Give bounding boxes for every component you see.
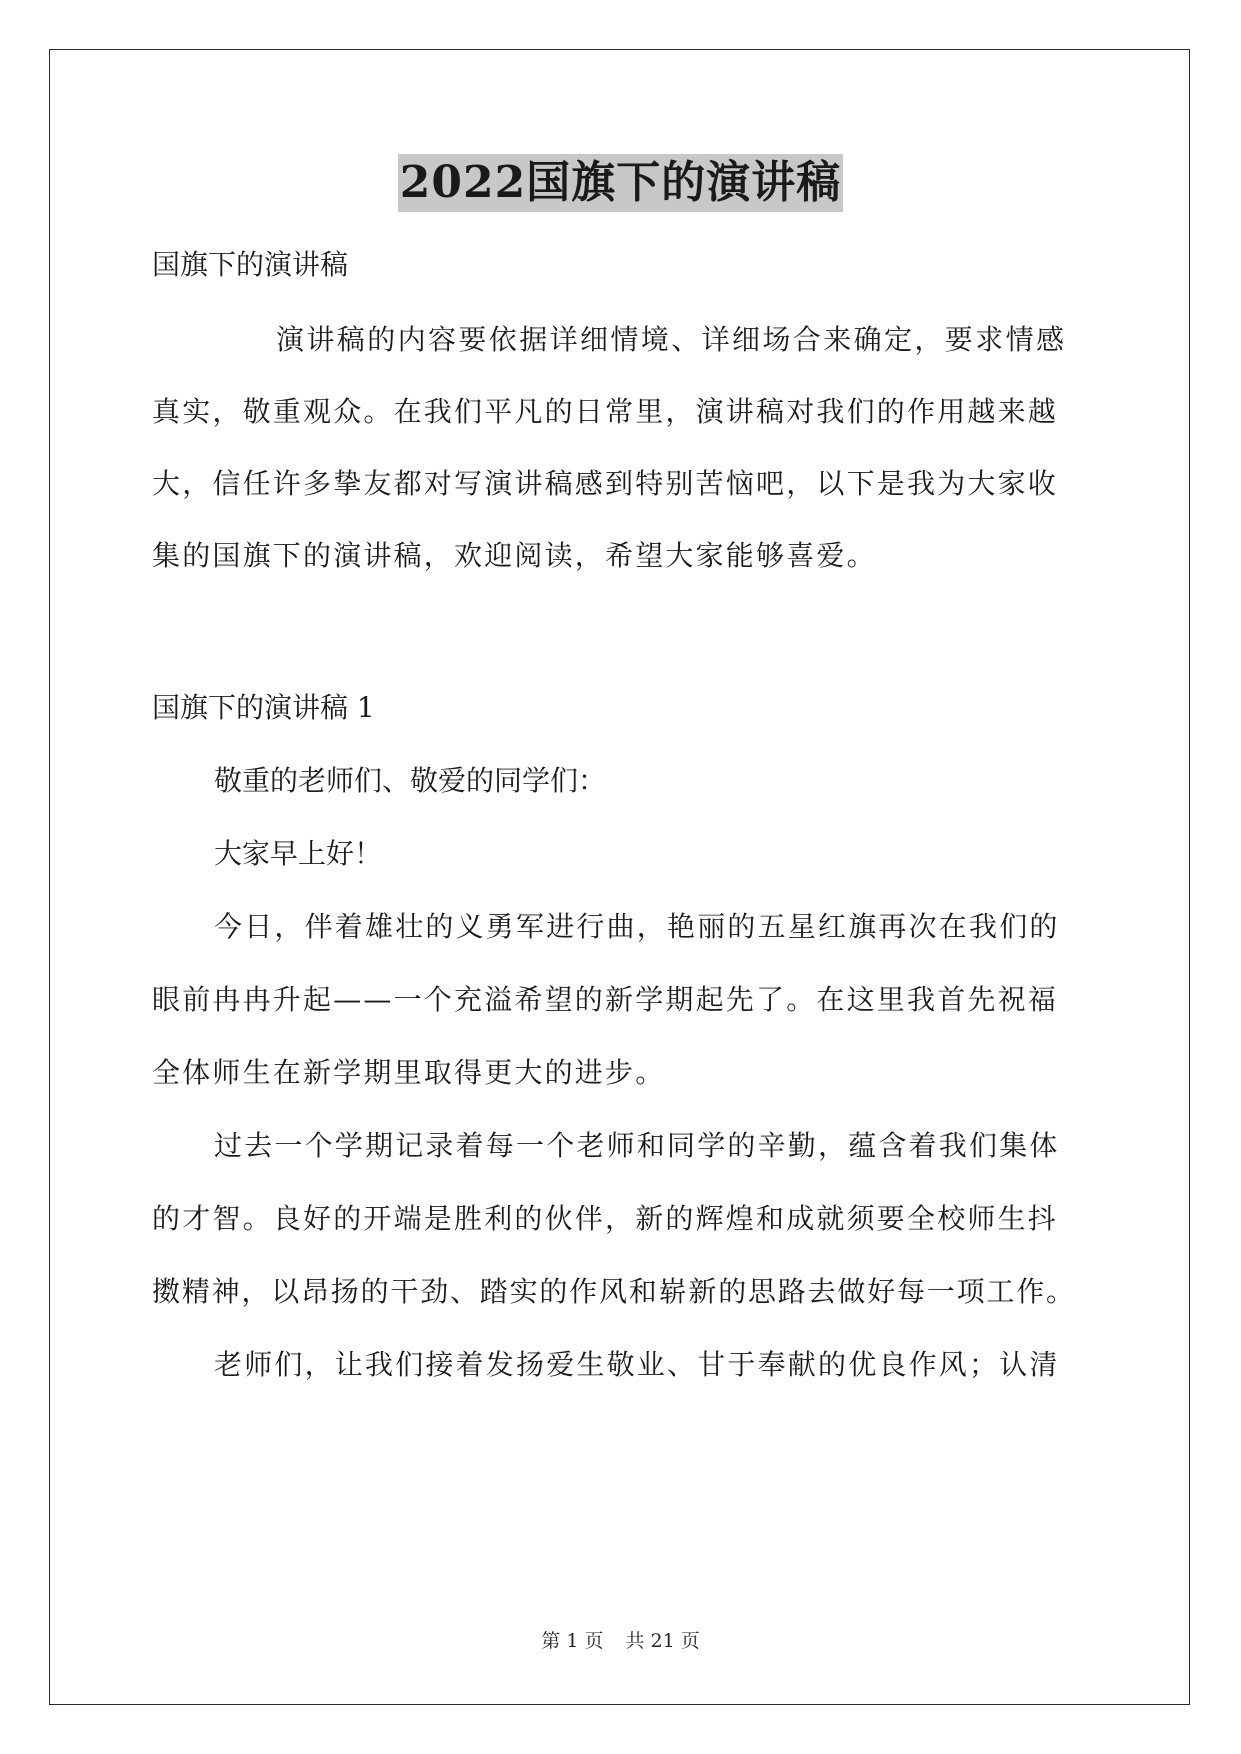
total-pages: 共 21 页 (625, 1630, 700, 1652)
body-line-6: 擞精神，以昂扬的干劲、踏实的作风和崭新的思路去做好每一项工作。 (152, 1275, 1076, 1308)
page-footer (0, 1626, 1241, 1653)
intro-line-2: 真实，敬重观众。在我们平凡的日常里，演讲稿对我们的作用越来越 (152, 395, 1059, 428)
body-line-4: 过去一个学期记录着每一个老师和同学的辛勤，蕴含着我们集体 (214, 1129, 1060, 1162)
body-line-3: 全体师生在新学期里取得更大的进步。 (152, 1056, 666, 1089)
intro-line-1: 演讲稿的内容要依据详细情境、详细场合来确定，要求情感 (276, 323, 1067, 356)
body-line-7: 老师们，让我们接着发扬爱生敬业、甘于奉献的优良作风；认清 (214, 1348, 1060, 1381)
subtitle-line: 国旗下的演讲稿 (152, 248, 349, 281)
section-heading: 国旗下的演讲稿 1 (152, 691, 375, 724)
document-title-text: 2022国旗下的演讲稿 (398, 154, 843, 212)
page-number: 第 1 页 (541, 1630, 604, 1652)
body-line-5: 的才智。良好的开端是胜利的伙伴，新的辉煌和成就须要全校师生抖 (152, 1202, 1059, 1235)
body-line-1: 今日，伴着雄壮的义勇军进行曲，艳丽的五星红旗再次在我们的 (214, 910, 1060, 943)
body-line-2: 眼前冉冉升起——一个充溢希望的新学期起先了。在这里我首先祝福 (152, 983, 1059, 1016)
document-title (0, 154, 1241, 212)
intro-line-4: 集的国旗下的演讲稿，欢迎阅读，希望大家能够喜爱。 (152, 539, 877, 572)
intro-line-3: 大，信任许多挚友都对写演讲稿感到特别苦恼吧，以下是我为大家收 (152, 467, 1059, 500)
page-border (49, 49, 1190, 1705)
greeting-line: 大家早上好！ (214, 837, 383, 870)
salutation-line: 敬重的老师们、敬爱的同学们： (214, 764, 607, 797)
